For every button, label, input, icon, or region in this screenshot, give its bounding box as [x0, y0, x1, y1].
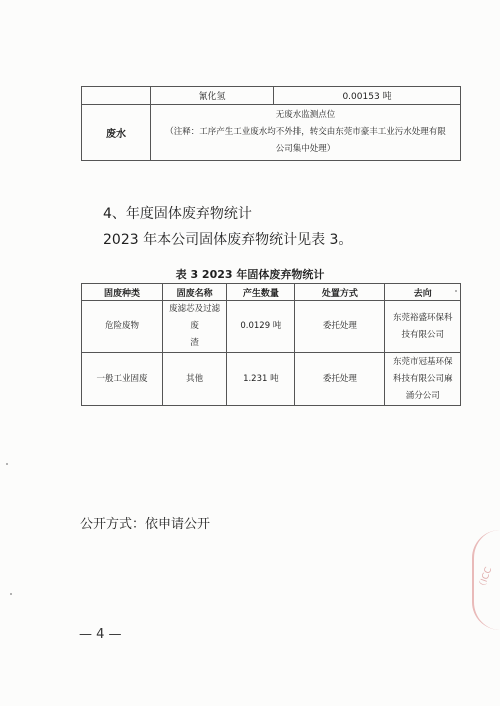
cell-line: 废滤芯及过滤废	[169, 304, 221, 331]
pollutant-amount: 0.00153 吨	[274, 87, 461, 105]
note-line: （注释：工序产生工业废水均不外排，转交由东莞市豪丰工业污水处理有限	[165, 127, 446, 137]
scan-speck	[455, 290, 457, 292]
scan-speck	[10, 593, 12, 595]
disclosure-method: 公开方式：依申请公开	[80, 517, 211, 532]
wastewater-note	[151, 105, 461, 161]
cell-line: 涌分公司	[405, 390, 440, 401]
cell-line: 渣	[190, 338, 199, 348]
cell-line: 科技有限公司麻	[392, 373, 453, 384]
section-heading: 4、年度固体废弃物统计	[103, 206, 252, 222]
column-header: 固废名称	[162, 284, 226, 301]
scan-speck	[6, 463, 8, 465]
table-caption: 表 3 2023 年固体废弃物统计	[175, 268, 325, 281]
pollutant-name: 氰化氢	[151, 87, 274, 105]
column-header: 处置方式	[295, 284, 385, 301]
disposal-method: 委托处理	[295, 353, 385, 406]
table-cell	[82, 87, 151, 105]
section-paragraph: 2023 年本公司固体废弃物统计见表 3。	[103, 232, 353, 248]
disposal-method: 委托处理	[295, 301, 385, 353]
column-header: 产生数量	[227, 284, 295, 301]
waste-destination	[385, 353, 461, 406]
emissions-table-continued	[81, 86, 461, 161]
column-header: 去向	[385, 284, 461, 301]
table-row	[82, 105, 461, 161]
page-number: — 4 —	[79, 627, 122, 642]
waste-destination	[385, 301, 461, 353]
cell-line: 东莞市冠基环保	[392, 356, 453, 367]
waste-type: 一般工业固废	[82, 353, 163, 406]
table-row	[82, 301, 461, 353]
waste-amount: 0.0129 吨	[227, 301, 295, 353]
waste-name	[162, 301, 226, 353]
wastewater-label: 废水	[82, 105, 151, 161]
seal-stamp-text: （ICC	[476, 565, 495, 593]
note-line: 无废水监测点位	[275, 110, 336, 120]
waste-type: 危险废物	[82, 301, 163, 353]
column-header: 固废种类	[82, 284, 163, 301]
waste-name: 其他	[162, 353, 226, 406]
waste-amount: 1.231 吨	[227, 353, 295, 406]
solid-waste-table	[81, 283, 461, 406]
table-row	[82, 353, 461, 406]
cell-line: 技有限公司	[401, 329, 444, 340]
note-line: 公司集中处理）	[275, 144, 336, 154]
cell-line: 东莞裕盛环保科	[392, 312, 453, 323]
table-row	[82, 87, 461, 105]
table-header-row	[82, 284, 461, 301]
